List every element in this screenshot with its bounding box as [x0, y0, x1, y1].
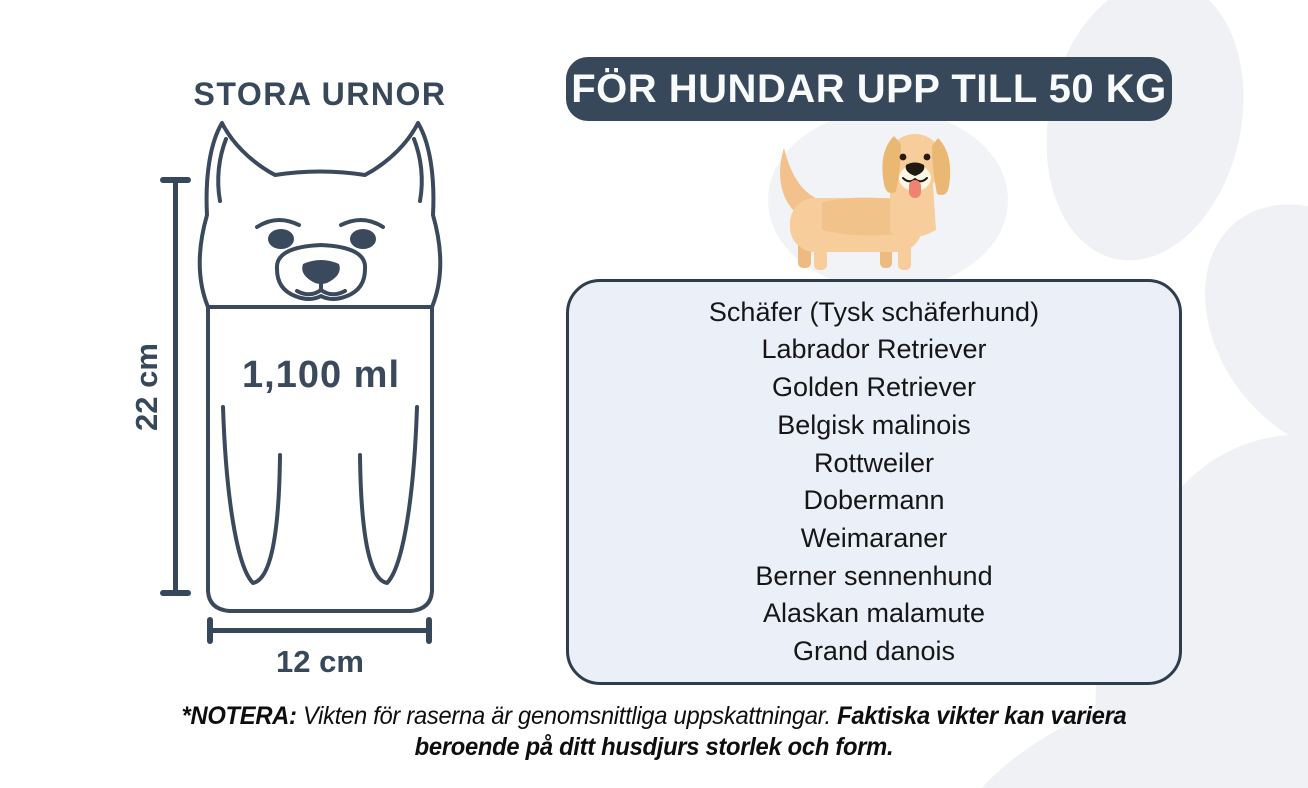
footnote-line-1	[33, 701, 1276, 732]
width-dimension-cap-left	[207, 617, 213, 644]
width-dimension-cap-right	[426, 617, 432, 644]
footnote-line-2: beroende på ditt husdjurs storlek och form.	[414, 733, 894, 761]
breed-item: Rottweiler	[813, 447, 935, 478]
urn-volume-label: 1,100 ml	[242, 354, 400, 396]
breed-item: Belgisk malinois	[777, 409, 971, 440]
breed-list-box	[566, 279, 1182, 685]
breed-item: Schäfer (Tysk schäferhund)	[708, 296, 1040, 327]
dog-ear-right	[932, 138, 950, 195]
breed-item: Berner sennenhund	[755, 560, 993, 591]
height-dimension-line	[173, 181, 178, 592]
breed-item: Weimaraner	[800, 523, 948, 554]
height-dimension-cap-bottom	[160, 590, 191, 596]
golden-retriever-icon	[762, 112, 994, 274]
footnote-prefix: *NOTERA:	[181, 702, 297, 730]
footnote-regular-text: Vikten för raserna är genomsnittliga uppskattningar.	[296, 702, 838, 730]
breed-item: Grand danois	[792, 636, 956, 667]
dog-tongue	[909, 180, 921, 198]
footnote-bold-text: Faktiska vikter kan variera	[837, 702, 1127, 730]
breed-item: Golden Retriever	[771, 372, 977, 403]
urn-eye-right	[350, 229, 376, 249]
breed-list	[569, 282, 1179, 682]
height-dimension-cap-top	[160, 177, 191, 183]
width-dimension-label: 12 cm	[276, 644, 364, 679]
width-dimension-line	[210, 628, 429, 633]
dog-eye-left	[900, 154, 907, 161]
height-dimension-label: 22 cm	[129, 343, 164, 431]
dog-eye-right	[924, 154, 931, 161]
breed-item: Dobermann	[803, 485, 945, 516]
breed-item: Labrador Retriever	[761, 334, 987, 365]
urn-eye-left	[268, 229, 294, 249]
breed-item: Alaskan malamute	[762, 598, 986, 629]
urn-section-title: STORA URNOR	[193, 76, 447, 112]
footnote	[33, 701, 1276, 763]
weight-limit-badge: FÖR HUNDAR UPP TILL 50 KG	[566, 57, 1172, 121]
